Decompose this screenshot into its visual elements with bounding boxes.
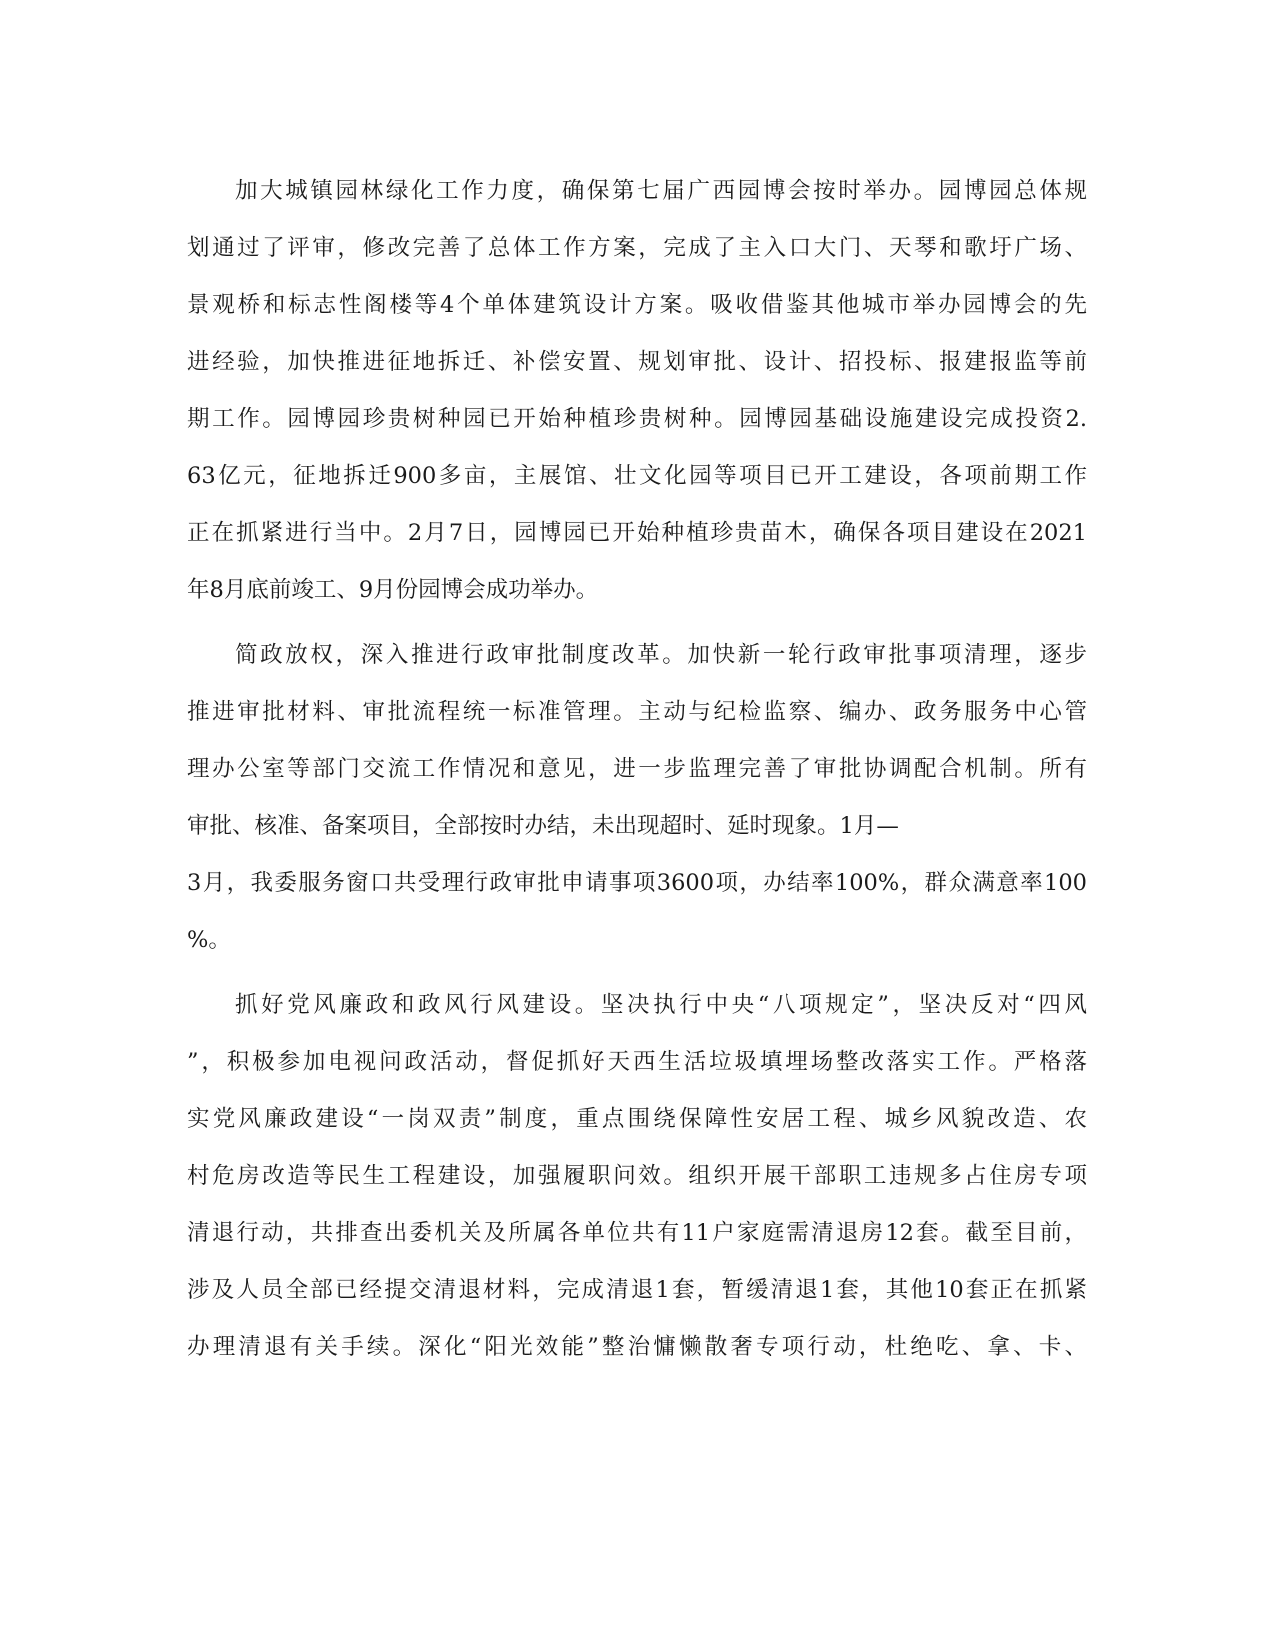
text-line: 期工作。园博园珍贵树种园已开始种植珍贵树种。园博园基础设施建设完成投资2. — [187, 406, 1087, 432]
text-line: 办理清退有关手续。深化“阳光效能”整治慵懒散奢专项行动，杜绝吃、拿、卡、 — [187, 1334, 1087, 1360]
paragraph-gap — [187, 619, 1087, 627]
paragraph-3 — [187, 977, 1087, 1376]
text-line: 村危房改造等民生工程建设，加强履职问效。组织开展干部职工违规多占住房专项 — [187, 1163, 1087, 1189]
text-line: 正在抓紧进行当中。2月7日，园博园已开始种植珍贵苗木，确保各项目建设在2021 — [187, 520, 1087, 546]
text-line: 加大城镇园林绿化工作力度，确保第七届广西园博会按时举办。园博园总体规 — [235, 178, 1087, 204]
text-line: %。 — [187, 927, 231, 953]
text-line: 进经验，加快推进征地拆迁、补偿安置、规划审批、设计、招投标、报建报监等前 — [187, 349, 1087, 375]
text-line: 理办公室等部门交流工作情况和意见，进一步监理完善了审批协调配合机制。所有 — [187, 756, 1087, 782]
text-line: 推进审批材料、审批流程统一标准管理。主动与纪检监察、编办、政务服务中心管 — [187, 699, 1087, 725]
text-line: 抓好党风廉政和政风行风建设。坚决执行中央“八项规定”，坚决反对“四风 — [235, 992, 1087, 1018]
text-line: 划通过了评审，修改完善了总体工作方案，完成了主入口大门、天琴和歌圩广场、 — [187, 235, 1087, 261]
text-line: 简政放权，深入推进行政审批制度改革。加快新一轮行政审批事项清理，逐步 — [235, 642, 1087, 668]
paragraph-1 — [187, 163, 1087, 619]
text-line: 清退行动，共排查出委机关及所属各单位共有11户家庭需清退房12套。截至目前， — [187, 1220, 1087, 1246]
paragraph-2 — [187, 627, 1087, 969]
text-line: ”，积极参加电视问政活动，督促抓好天西生活垃圾填埋场整改落实工作。严格落 — [187, 1049, 1087, 1075]
text-line: 实党风廉政建设“一岗双责”制度，重点围绕保障性安居工程、城乡风貌改造、农 — [187, 1106, 1087, 1132]
paragraph-gap — [187, 969, 1087, 977]
text-line: 63亿元，征地拆迁900多亩，主展馆、壮文化园等项目已开工建设，各项前期工作 — [187, 463, 1087, 489]
text-line: 景观桥和标志性阁楼等4个单体建筑设计方案。吸收借鉴其他城市举办园博会的先 — [187, 292, 1087, 318]
text-line: 3月，我委服务窗口共受理行政审批申请事项3600项，办结率100%，群众满意率100 — [187, 870, 1087, 896]
text-line: 审批、核准、备案项目，全部按时办结，未出现超时、延时现象。1月— — [187, 813, 899, 839]
text-line: 涉及人员全部已经提交清退材料，完成清退1套，暂缓清退1套，其他10套正在抓紧 — [187, 1277, 1087, 1303]
text-line: 年8月底前竣工、9月份园博会成功举办。 — [187, 577, 599, 603]
document-body — [187, 163, 1087, 1376]
